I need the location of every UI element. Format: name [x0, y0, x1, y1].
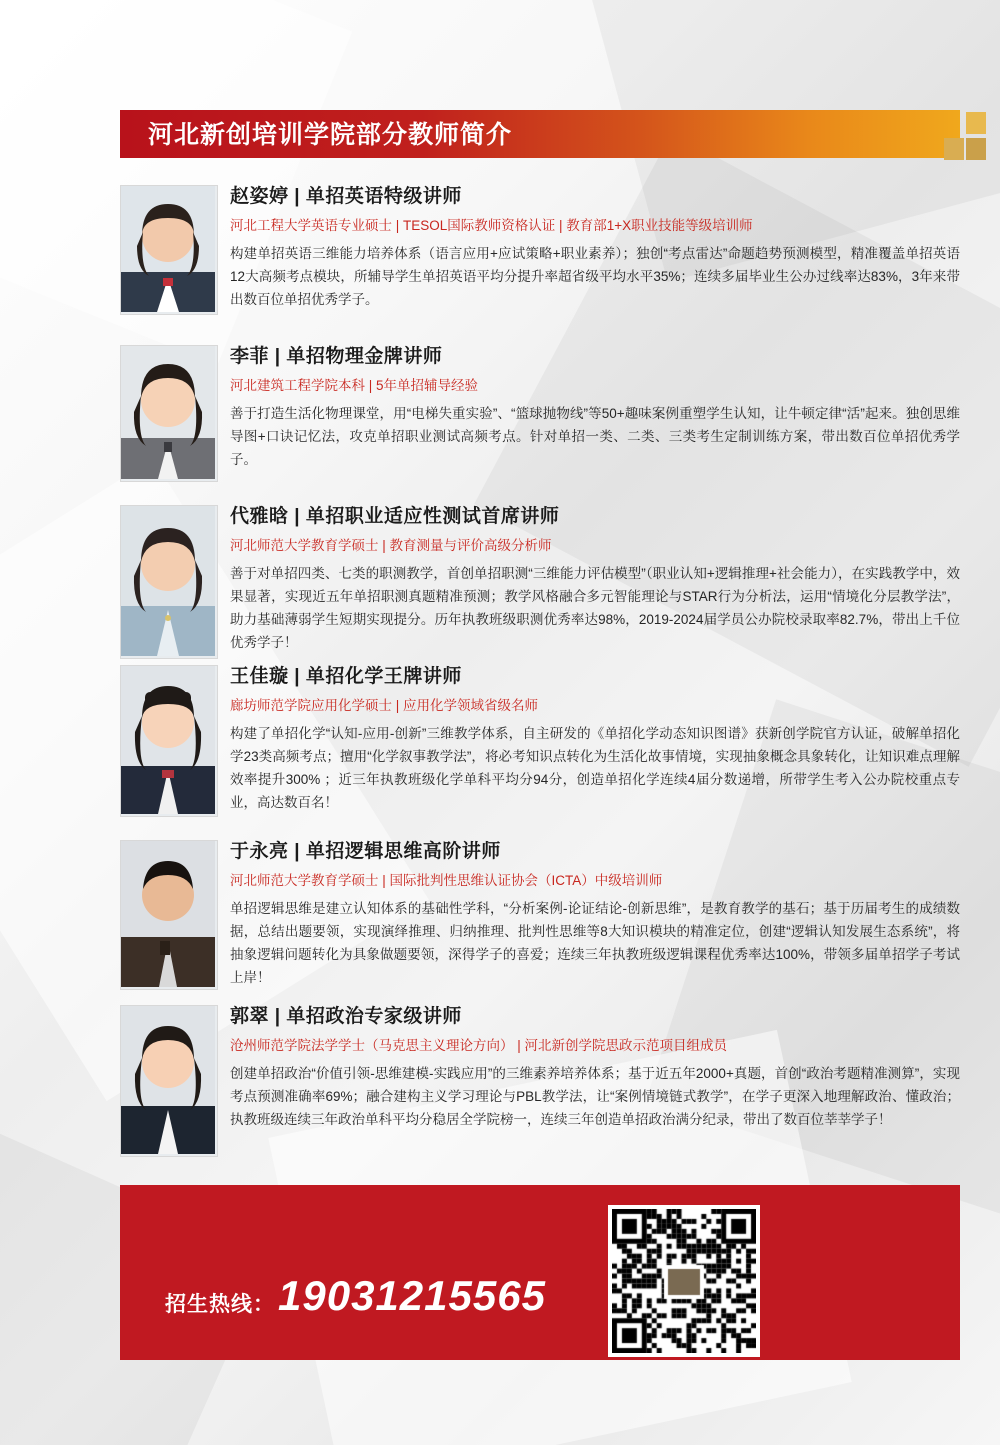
page-title: 河北新创培训学院部分教师简介 [148, 121, 513, 149]
teacher-description: 创建单招政治“价值引领-思维建模-实践应用”的三维素养培养体系；基于近五年2000+真题，首创“政治考题精准测算”，实现考点预测准确率69%；融合建构主义学习理论与PBL教学法，让“案例情境链式教学”，在学子更深入地理解政治、懂政治；执教班级连续三年政治单科平均分稳居全学院榜一，连续三年创造单招政治满分纪录，带出了数百位莘莘学子！ [230, 1066, 960, 1127]
teacher-description: 构建单招英语三维能力培养体系（语言应用+应试策略+职业素养）；独创“考点雷达”命题趋势预测模型，精准覆盖单招英语12大高频考点模块，所辅导学生单招英语平均分提升率超省级平均水平35%；连续多届毕业生公办过线率达83%，3年来带出数百位单招优秀学子。 [230, 246, 960, 307]
teacher-name: 郭翠 | 单招政治专家级讲师 [230, 1006, 462, 1027]
teacher-credentials: 河北师范大学教育学硕士 | 教育测量与评价高级分析师 [230, 538, 552, 553]
qr-code-image [612, 1209, 756, 1353]
teacher-name: 李菲 | 单招物理金牌讲师 [230, 346, 443, 367]
teacher-body [230, 505, 960, 654]
teacher-name: 王佳璇 | 单招化学王牌讲师 [230, 666, 462, 687]
portrait-icon [121, 186, 215, 312]
hotline-number: 19031215565 [278, 1272, 546, 1319]
avatar [120, 665, 218, 817]
corner-square [944, 138, 964, 160]
teacher-description: 单招逻辑思维是建立认知体系的基础性学科，“分析案例-论证结论-创新思维”，是教育教学的基石；基于历届考生的成绩数据，总结出题要领，实现演绎推理、归纳推理、批判性思维等8大知识模块的精准定位，创建“逻辑认知发展生态系统”，将抽象逻辑问题转化为具象做题要领，深得学子的喜爱；连续三年执教班级逻辑课程优秀率达100%，带领多届单招学子考试上岸！ [230, 901, 960, 985]
teacher-body [230, 345, 960, 471]
corner-square [966, 112, 986, 134]
avatar [120, 840, 218, 990]
portrait-icon [121, 841, 215, 987]
avatar [120, 1005, 218, 1157]
teacher-name: 于永亮 | 单招逻辑思维高阶讲师 [230, 841, 501, 862]
corner-square [966, 138, 986, 160]
portrait-icon [121, 506, 215, 656]
teacher-name: 代雅晗 | 单招职业适应性测试首席讲师 [230, 506, 560, 527]
teacher-body [230, 840, 960, 989]
teacher-body [230, 185, 960, 311]
teacher-credentials: 沧州师范学院法学学士（马克思主义理论方向） | 河北新创学院思政示范项目组成员 [230, 1038, 728, 1053]
teacher-name: 赵姿婷 | 单招英语特级讲师 [230, 186, 462, 207]
teacher-credentials: 河北师范大学教育学硕士 | 国际批判性思维认证协会（ICTA）中级培训师 [230, 873, 663, 888]
portrait-icon [121, 346, 215, 479]
teacher-body [230, 1005, 960, 1131]
teacher-description: 构建了单招化学“认知-应用-创新”三维教学体系，自主研发的《单招化学动态知识图谱》获新创学院官方认证，破解单招化学23类高频考点；擅用“化学叙事教学法”，将必考知识点转化为生活化故事情境，实现抽象概念具象转化，让知识难点理解效率提升300% ；近三年执教班级化学单科平均分94分，创造单招化学连续4届分数递增，所带学生考入公办院校重点专业，高达数百名！ [230, 726, 960, 810]
teacher-credentials: 河北工程大学英语专业硕士 | TESOL国际教师资格认证 | 教育部1+X职业技能等级培训师 [230, 218, 753, 233]
portrait-icon [121, 666, 215, 814]
teacher-description: 善于打造生活化物理课堂，用“电梯失重实验”、“篮球抛物线”等50+趣味案例重塑学生认知，让牛顿定律“活”起来。独创思维导图+口诀记忆法，攻克单招职业测试高频考点。针对单招一类、二类、三类考生定制训练方案，带出数百位单招优秀学子。 [230, 406, 960, 467]
portrait-icon [121, 1006, 215, 1154]
teacher-credentials: 河北建筑工程学院本科 | 5年单招辅导经验 [230, 378, 479, 393]
avatar [120, 345, 218, 482]
hotline-label: 招生热线： [165, 1293, 275, 1316]
teacher-credentials: 廊坊师范学院应用化学硕士 | 应用化学领域省级名师 [230, 698, 539, 713]
avatar [120, 505, 218, 659]
qr-code[interactable] [608, 1205, 760, 1357]
teacher-description: 善于对单招四类、七类的职测教学，首创单招职测“三维能力评估模型”（职业认知+逻辑推理+社会能力），在实践教学中，效果显著，实现近五年单招职测真题精准预测；教学风格融合多元智能理论与STAR行为分析法，运用“情境化分层教学法”，助力基础薄弱学生短期实现提分。历年执教班级职测优秀率达98%，2019-2024届学员公办院校录取率82.7%，带出上千位优秀学子！ [230, 566, 960, 650]
avatar [120, 185, 218, 315]
teacher-body [230, 665, 960, 814]
